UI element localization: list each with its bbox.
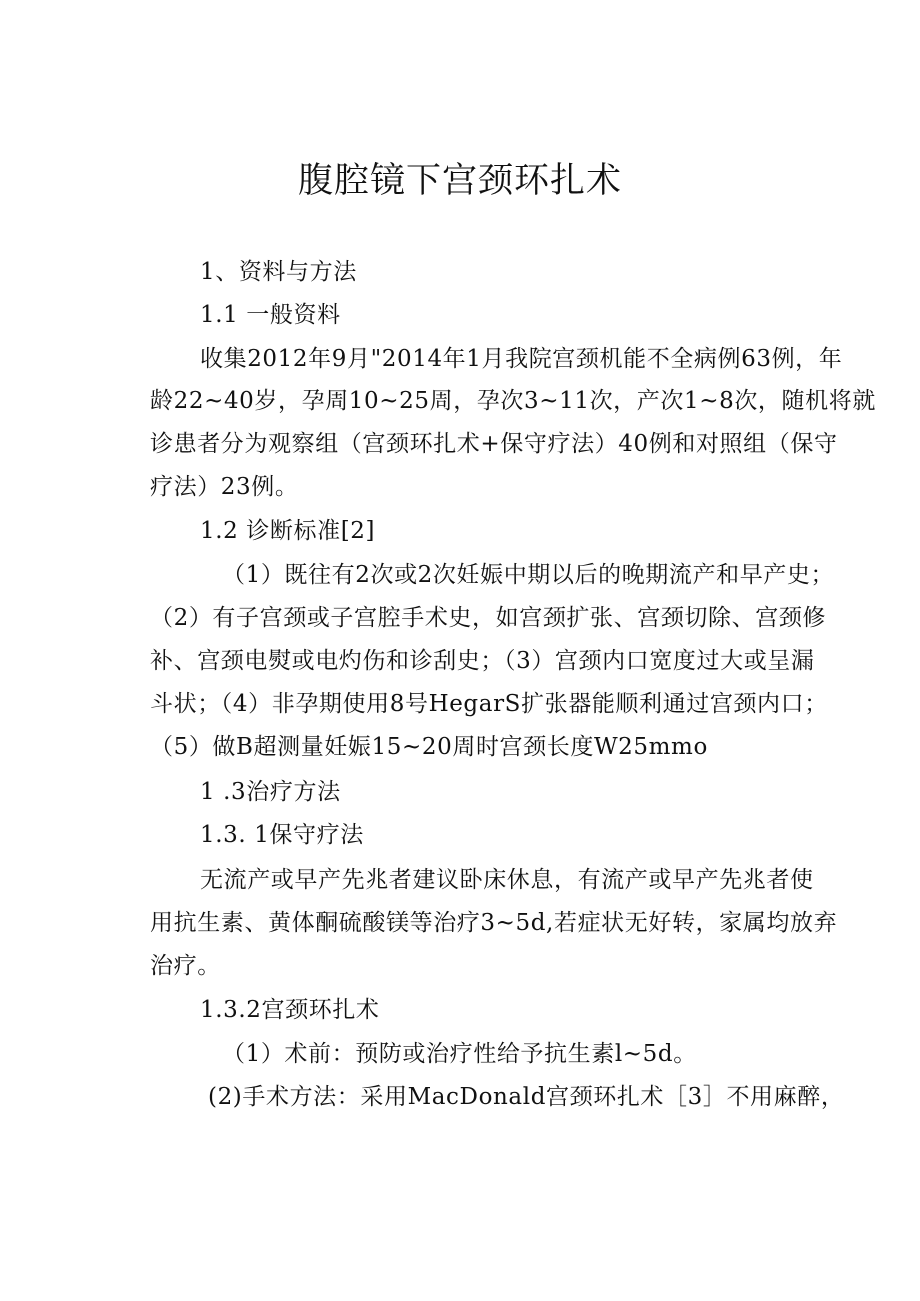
paragraph-line: （5）做B超测量妊娠15~20周时宫颈长度W25mmo: [150, 734, 708, 760]
paragraph-line: （1）术前：预防或治疗性给予抗生素l~5d。: [222, 1041, 697, 1067]
paragraph-line: （2）有子宫颈或子宫腔手术史，如宫颈扩张、宫颈切除、宫颈修: [150, 605, 827, 631]
section-heading-1: 1、资料与方法: [200, 259, 357, 285]
paragraph-line: (2)手术方法：采用MacDonald宫颈环扎术［3］不用麻醉，: [208, 1084, 845, 1110]
paragraph-line: 诊患者分为观察组（宫颈环扎术+保守疗法）40例和对照组（保守: [150, 431, 838, 457]
subsection-heading-1-3-1: 1.3. 1保守疗法: [200, 822, 364, 848]
paragraph-line: 收集2012年9月"2014年1月我院宫颈机能不全病例63例，年: [200, 346, 843, 372]
paragraph-line: 龄22~40岁，孕周10~25周，孕次3~11次，产次1~8次，随机将就: [150, 388, 876, 414]
subsection-heading-1-2: 1.2 诊断标准[2]: [200, 518, 376, 544]
paragraph-line: 疗法）23例。: [150, 474, 299, 500]
subsection-heading-1-1: 1.1 一般资料: [200, 302, 341, 328]
paragraph-line: 斗状；（4）非孕期使用8号HegarS扩张器能顺利通过宫颈内口；: [150, 691, 828, 717]
subsection-heading-1-3-2: 1.3.2宫颈环扎术: [200, 997, 380, 1023]
document-title: 腹腔镜下宫颈环扎术: [297, 161, 622, 201]
paragraph-line: 无流产或早产先兆者建议卧床休息，有流产或早产先兆者使: [200, 867, 814, 893]
paragraph-line: 用抗生素、黄体酮硫酸镁等治疗3~5d,若症状无好转，家属均放弃: [150, 910, 838, 936]
paragraph-line: （1）既往有2次或2次妊娠中期以后的晚期流产和早产史；: [222, 562, 835, 588]
paragraph-line: 治疗。: [150, 953, 221, 979]
subsection-heading-1-3: 1 .3治疗方法: [200, 779, 341, 805]
paragraph-line: 补、宫颈电熨或电灼伤和诊刮史；（3）宫颈内口宽度过大或呈漏: [150, 648, 815, 674]
